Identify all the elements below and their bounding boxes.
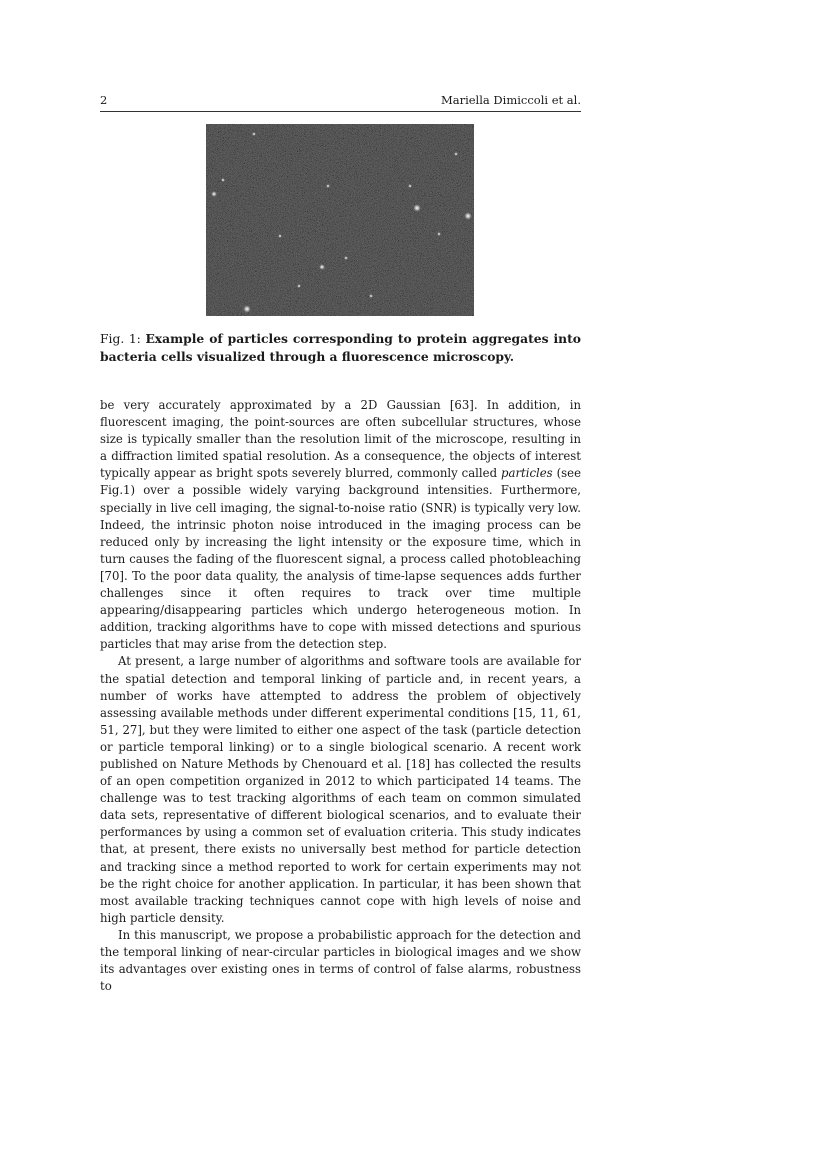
fluorescence-microscopy-image xyxy=(206,124,474,316)
body-text xyxy=(100,397,581,995)
emphasis-particles: particles xyxy=(501,466,553,481)
figure-caption xyxy=(100,330,581,366)
paragraph: At present, a large number of algorithms and software tools are available for the spatial detection and temporal linking of particle and, in recent years, a number of works have attempted to address the problem of objectively assessing available methods under different experimental conditions [15, 11, 61, 51, 27], but they were limited to either one aspect of the task (particle detection or particle temporal linking) or to a single biological scenario. A recent work published on Nature Methods by Chenouard et al. [18] has collected the results of an open competition organized in 2012 to which participated 14 teams. The challenge was to test tracking algorithms of each team on common simulated data sets, representative of different biological scenarios, and to evaluate their performances by using a common set of evaluation criteria. This study indicates that, at present, there exists no universally best method for particle detection and tracking since a method reported to work for certain experiments may not be the right choice for another application. In particular, it has been shown that most available tracking techniques cannot cope with high levels of noise and high particle density. xyxy=(100,654,581,925)
figure-caption-text: Example of particles corresponding to protein aggregates into bacteria cells visualized through a fluorescence microscopy. xyxy=(100,331,581,364)
figure-label: Fig. 1: xyxy=(100,332,141,346)
header-rule xyxy=(100,111,581,112)
running-head-authors: Mariella Dimiccoli et al. xyxy=(440,93,581,107)
paragraph: be very accurately approximated by a 2D Gaussian [63]. In addition, in fluorescent imaging, the point-sources are often subcellular structures, whose size is typically smaller than the resolution limit of the microscope, resulting in a diffraction limited spatial resolution. As a consequence, the objects of interest typically appear as bright spots severely blurred, commonly called particles (see Fig.1) over a possible widely varying background intensities. Furthermore, specially in live cell imaging, the signal-to-noise ratio (SNR) is typically very low. Indeed, the intrinsic photon noise introduced in the imaging process can be reduced only by increasing the light intensity or the exposure time, which in turn causes the fading of the fluorescent signal, a process called photobleaching [70]. To the poor data quality, the analysis of time-lapse sequences adds further challenges since it often requires to track over time multiple appearing/disappearing particles which undergo heterogeneous motion. In addition, tracking algorithms have to cope with missed detections and spurious particles that may arise from the detection step. xyxy=(100,398,581,652)
page-number: 2 xyxy=(100,93,108,107)
paragraph: In this manuscript, we propose a probabilistic approach for the detection and the temporal linking of near-circular particles in biological images and we show its advantages over existing ones in terms of control of false alarms, robustness to xyxy=(100,927,581,994)
